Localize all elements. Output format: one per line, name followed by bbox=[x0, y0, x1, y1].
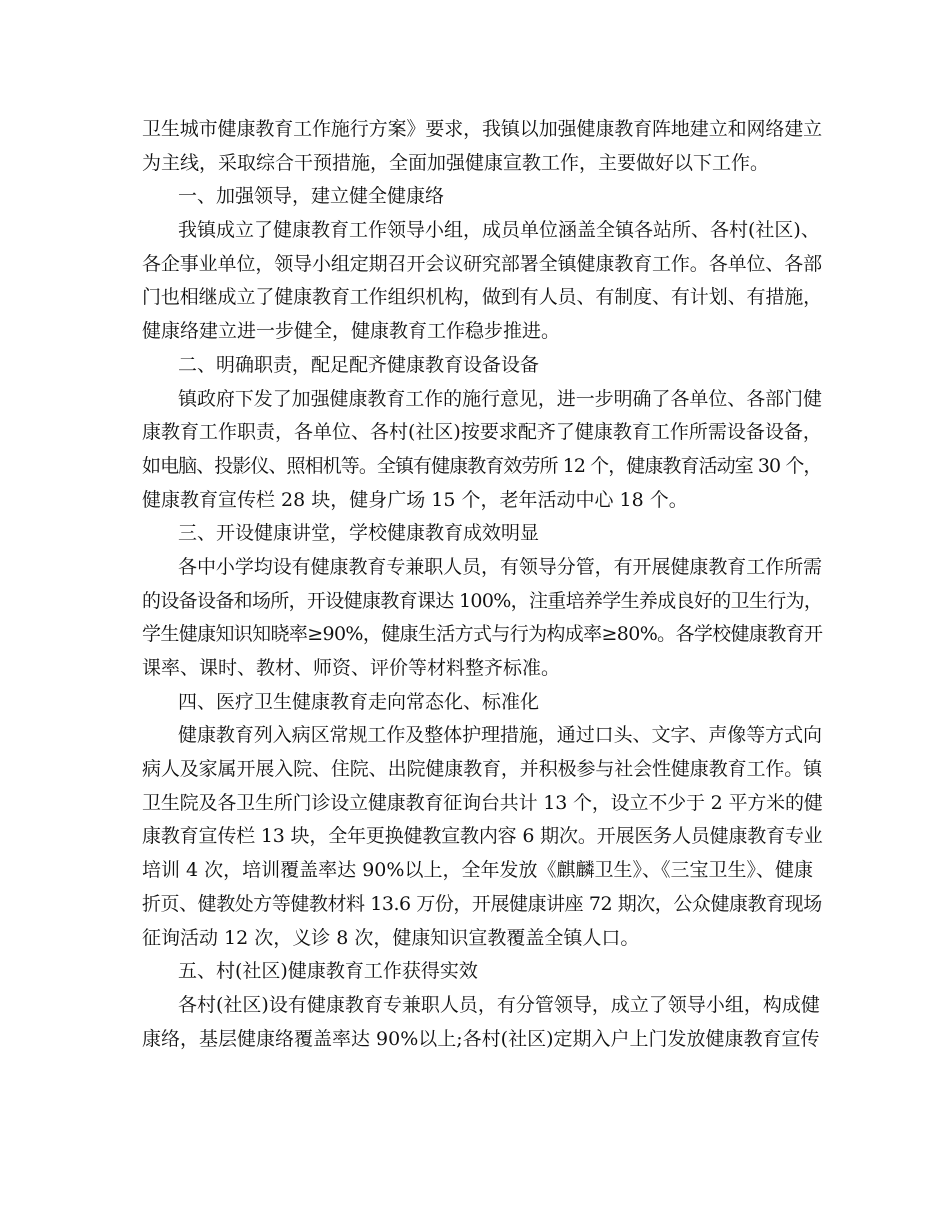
document-body bbox=[142, 113, 822, 1056]
text-line: 课率、课时、教材、师资、评价等材料整齐标准。 bbox=[142, 657, 561, 679]
text-line: 康络，基层健康络覆盖率达 90%以上;各村(社区)定期入户上门发放健康教育宣传 bbox=[142, 1027, 820, 1050]
text-line: 健康教育列入病区常规工作及整体护理措施，通过口头、文字、声像等方式向 bbox=[178, 724, 822, 747]
text-line: 卫生城市健康教育工作施行方案》要求，我镇以加强健康教育阵地建立和网络建立 bbox=[142, 118, 823, 140]
text-line: 二、明确职责，配足配齐健康教育设备设备 bbox=[178, 353, 540, 376]
text-line: 如电脑、投影仪、照相机等。全镇有健康教育效劳所 12 个，健康教育活动室 30 个， bbox=[142, 454, 822, 477]
text-line: 各企事业单位，领导小组定期召开会议研究部署全镇健康教育工作。各单位、各部 bbox=[142, 252, 823, 275]
text-line: 各中小学均设有健康教育专兼职人员，有领导分管，有开展健康教育工作所需 bbox=[178, 555, 822, 578]
text-line: 一、加强领导，建立健全健康络 bbox=[178, 185, 445, 208]
text-line: 卫生院及各卫生所门诊设立健康教育征询台共计 13 个，设立不少于 2 平方米的健 bbox=[142, 791, 823, 814]
text-line: 康教育宣传栏 13 块，全年更换健教宣教内容 6 期次。开展医务人员健康教育专业 bbox=[142, 825, 823, 848]
text-line: 病人及家属开展入院、住院、出院健康教育，并积极参与社会性健康教育工作。镇 bbox=[142, 758, 823, 781]
text-line: 四、医疗卫生健康教育走向常态化、标准化 bbox=[178, 690, 540, 713]
text-line: 健康络建立进一步健全，健康教育工作稳步推进。 bbox=[142, 320, 561, 343]
text-line: 镇政府下发了加强健康教育工作的施行意见，进一步明确了各单位、各部门健 bbox=[178, 387, 822, 410]
text-line: 各村(社区)设有健康教育专兼职人员，有分管领导，成立了领导小组，构成健 bbox=[178, 993, 820, 1016]
text-line: 五、村(社区)健康教育工作获得实效 bbox=[178, 960, 478, 983]
text-line: 健康教育宣传栏 28 块，健身广场 15 个，老年活动中心 18 个。 bbox=[142, 488, 688, 511]
text-line: 三、开设健康讲堂，学校健康教育成效明显 bbox=[178, 522, 540, 545]
text-line: 折页、健教处方等健教材料 13.6 万份，开展健康讲座 72 期次，公众健康教育现场 bbox=[142, 892, 822, 915]
text-line: 我镇成立了健康教育工作领导小组，成员单位涵盖全镇各站所、各村(社区)、 bbox=[178, 219, 820, 242]
text-line: 学生健康知识知晓率≥90%，健康生活方式与行为构成率≥80%。各学校健康教育开 bbox=[142, 623, 823, 646]
text-line: 门也相继成立了健康教育工作组织机构，做到有人员、有制度、有计划、有措施， bbox=[142, 286, 823, 309]
text-line: 康教育工作职责，各单位、各村(社区)按要求配齐了健康教育工作所需设备设备， bbox=[142, 421, 822, 444]
text-line: 的设备设备和场所，开设健康教育课达 100%，注重培养学生养成良好的卫生行为， bbox=[142, 589, 823, 612]
text-line: 征询活动 12 次，义诊 8 次，健康知识宣教覆盖全镇人口。 bbox=[142, 926, 640, 949]
text-line: 为主线，采取综合干预措施，全面加强健康宣教工作，主要做好以下工作。 bbox=[142, 151, 770, 174]
text-line: 培训 4 次，培训覆盖率达 90%以上，全年发放《麒麟卫生》、《三宝卫生》、健康 bbox=[142, 859, 813, 882]
